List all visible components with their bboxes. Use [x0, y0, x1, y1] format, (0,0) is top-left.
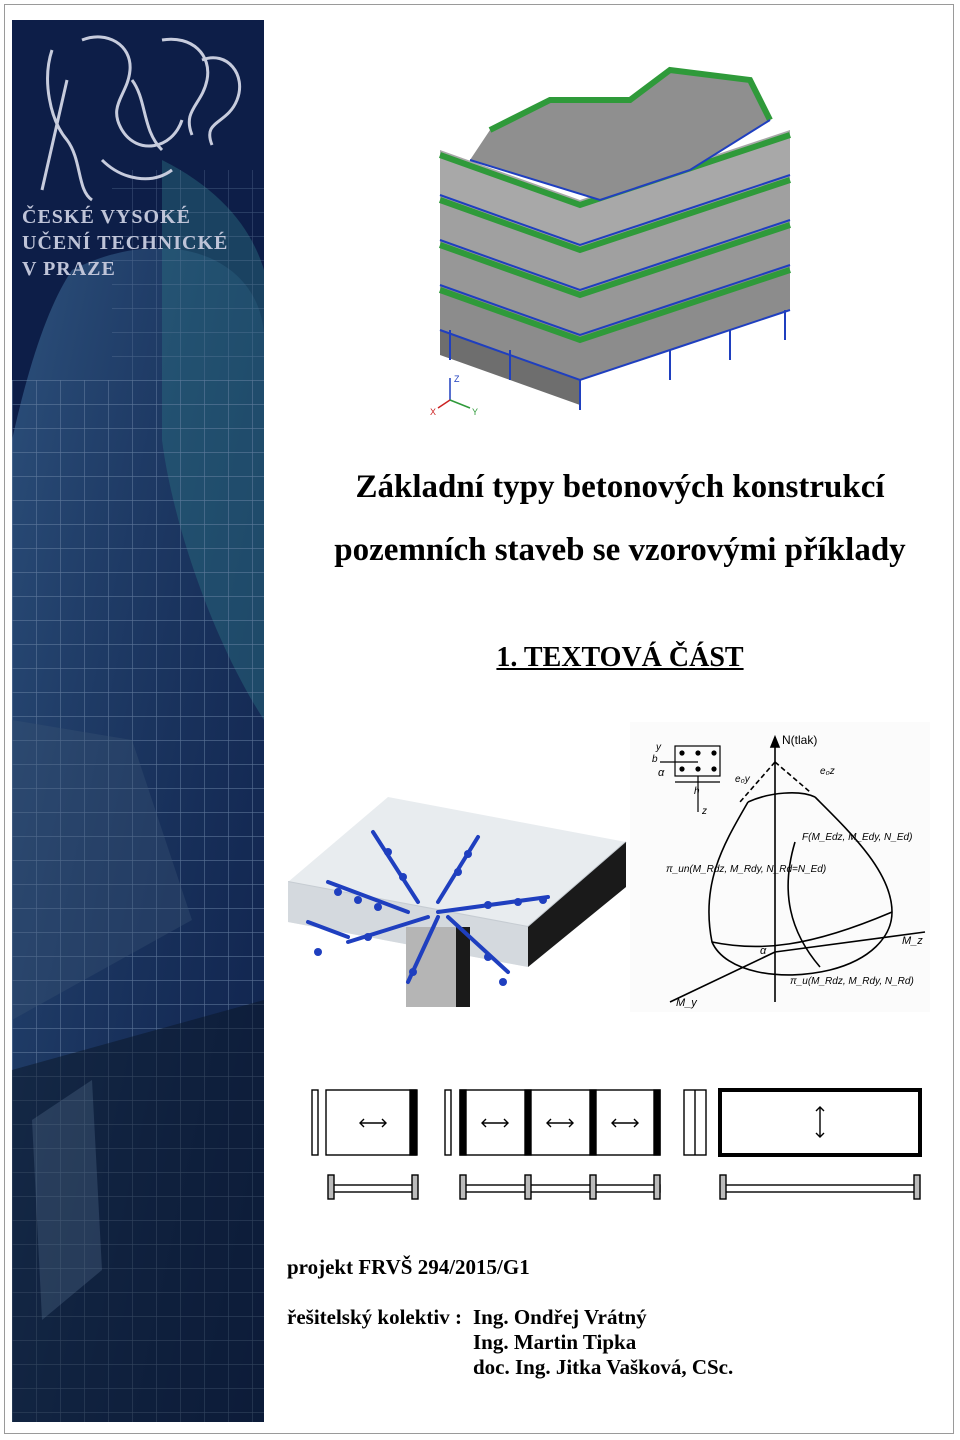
- axis-y-label: Y: [472, 407, 479, 417]
- my-axis-label: M_y: [676, 997, 697, 1009]
- slab-shear-reinforcement-figure: [288, 792, 628, 1012]
- university-name: [22, 204, 228, 282]
- interaction-diagram-figure: [630, 722, 930, 1012]
- team-members: [473, 1305, 733, 1380]
- university-name-line: ČESKÉ VYSOKÉ: [22, 206, 191, 228]
- angle-alpha-label: α: [760, 945, 767, 957]
- team-member: Ing. Martin Tipka: [473, 1330, 637, 1354]
- section-z-label: z: [702, 806, 707, 817]
- one-way-slab-long-span: [684, 1090, 920, 1199]
- one-way-slab-multi-span: [445, 1090, 660, 1199]
- e0z-label: e₀z: [820, 766, 835, 777]
- section-y-label: y: [656, 742, 661, 753]
- pi-u-label: π_u(M_Rdz, M_Rdy, N_Rd): [790, 976, 914, 987]
- project-id: projekt FRVŠ 294/2015/G1: [287, 1255, 530, 1279]
- axis-triad-icon: [430, 374, 478, 417]
- one-way-slab-single-span: [312, 1090, 418, 1199]
- building-model-figure: [430, 60, 810, 420]
- building-floors: [440, 70, 790, 410]
- mz-axis-label: M_z: [902, 935, 923, 947]
- e0y-label: e₀y: [735, 774, 750, 785]
- axis-z-label: Z: [454, 374, 460, 384]
- axis-x-label: X: [430, 407, 437, 417]
- slab-svg: [288, 792, 628, 1012]
- team-member: Ing. Ondřej Vrátný: [473, 1305, 647, 1329]
- n-axis-label: N(tlak): [782, 733, 818, 747]
- slab-span-schematics: [310, 1085, 930, 1210]
- section-heading: 1. TEXTOVÁ ČÁST: [496, 642, 744, 673]
- team-label: řešitelský kolektiv :: [287, 1305, 462, 1329]
- university-name-line: UČENÍ TECHNICKÉ: [22, 232, 229, 254]
- left-banner: [12, 20, 264, 1422]
- page-title-line2: pozemních staveb se vzorovými příklady: [334, 532, 906, 568]
- interaction-svg: [630, 722, 930, 1012]
- page-title-line1: Základní typy betonových konstrukcí: [355, 469, 885, 505]
- span-schematics-svg: [310, 1085, 930, 1210]
- section-b-label: b: [652, 754, 658, 765]
- pi-un-label: π_un(M_Rdz, M_Rdy, N_Rd=N_Ed): [666, 864, 827, 875]
- point-f-label: F(M_Edz, M_Edy, N_Ed): [802, 832, 913, 843]
- section-h-label: h: [694, 786, 700, 797]
- section-alpha-label: α: [658, 767, 665, 779]
- team-member: doc. Ing. Jitka Vašková, CSc.: [473, 1355, 734, 1379]
- building-model-svg: [430, 60, 810, 420]
- university-name-line: V PRAZE: [22, 258, 116, 280]
